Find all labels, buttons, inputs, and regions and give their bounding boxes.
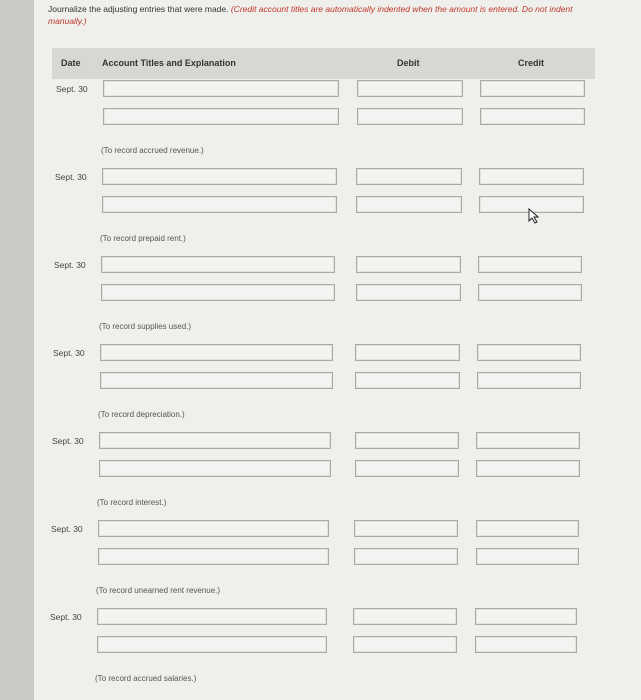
debit-input[interactable] [353,608,457,625]
account-title-input[interactable] [98,548,329,565]
debit-input[interactable] [355,432,459,449]
account-title-input[interactable] [101,256,335,273]
account-title-input[interactable] [103,108,339,125]
credit-input[interactable] [477,372,581,389]
debit-input[interactable] [355,344,460,361]
entry-explanation: (To record unearned rent revenue.) [96,586,221,595]
credit-input[interactable] [476,460,579,477]
credit-input[interactable] [476,520,579,537]
account-title-input[interactable] [101,284,335,301]
table-header [52,48,595,79]
credit-input[interactable] [475,608,578,625]
entry-explanation: (To record accrued revenue.) [101,146,204,155]
credit-input[interactable] [476,548,579,565]
instructions [48,3,608,27]
debit-input[interactable] [355,460,459,477]
entry-date: Sept. 30 [54,260,86,270]
entry-date: Sept. 30 [51,524,83,534]
account-title-input[interactable] [99,432,331,449]
account-title-input[interactable] [103,80,339,97]
debit-input[interactable] [355,372,460,389]
debit-input[interactable] [353,636,457,653]
mouse-pointer-icon [528,208,542,224]
entry-explanation: (To record accrued salaries.) [95,674,197,683]
debit-column-header: Debit [397,58,420,68]
entry-explanation: (To record depreciation.) [98,410,185,419]
account-title-input[interactable] [97,636,327,653]
debit-input[interactable] [357,108,463,125]
entry-explanation: (To record supplies used.) [99,322,192,331]
credit-column-header: Credit [518,58,545,68]
account-title-input[interactable] [100,372,333,389]
account-title-input[interactable] [98,520,329,537]
credit-input[interactable] [480,108,585,125]
account-title-input[interactable] [97,608,327,625]
account-title-input[interactable] [100,344,333,361]
debit-input[interactable] [356,196,462,213]
credit-input[interactable] [479,168,584,185]
debit-input[interactable] [356,168,462,185]
entry-date: Sept. 30 [56,84,88,94]
credit-input[interactable] [477,344,581,361]
entry-date: Sept. 30 [53,348,85,358]
entry-date: Sept. 30 [50,612,82,622]
debit-input[interactable] [356,256,461,273]
credit-input[interactable] [475,636,578,653]
account-column-header: Account Titles and Explanation [102,58,236,68]
credit-input[interactable] [478,256,582,273]
date-column-header: Date [61,58,81,68]
debit-input[interactable] [354,520,458,537]
account-title-input[interactable] [102,168,337,185]
credit-input[interactable] [480,80,585,97]
entry-date: Sept. 30 [55,172,87,182]
debit-input[interactable] [356,284,461,301]
debit-input[interactable] [354,548,458,565]
credit-input[interactable] [478,284,582,301]
account-title-input[interactable] [99,460,331,477]
entry-date: Sept. 30 [52,436,84,446]
instructions-text: Journalize the adjusting entries that were made. [48,4,229,14]
credit-input[interactable] [476,432,579,449]
account-title-input[interactable] [102,196,337,213]
instructions-note: (Credit account titles are automatically indented when the amount is entered. Do not indent manually.) [48,4,573,26]
debit-input[interactable] [357,80,463,97]
entry-explanation: (To record interest.) [97,498,167,507]
entry-explanation: (To record prepaid rent.) [100,234,186,243]
